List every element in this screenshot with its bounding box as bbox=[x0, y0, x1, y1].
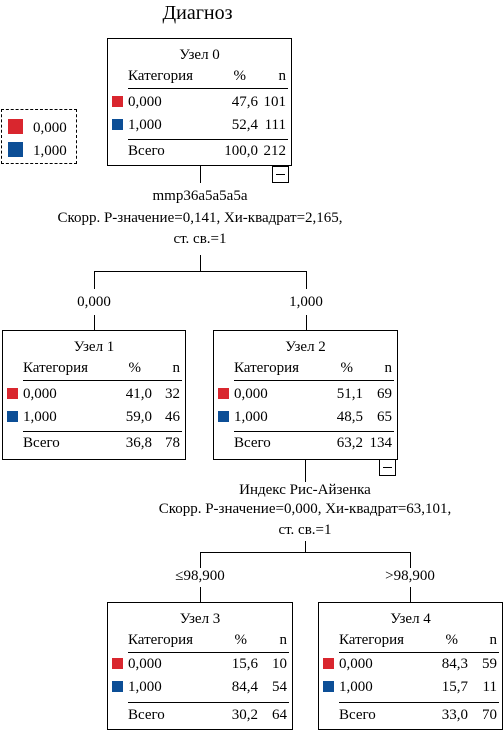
node-header-row bbox=[108, 66, 291, 86]
category-label: 0,000 bbox=[128, 94, 162, 110]
category-label: 0,000 bbox=[339, 656, 373, 672]
total-label: Всего bbox=[23, 435, 60, 451]
node-header-row bbox=[319, 630, 502, 650]
legend-label: 0,000 bbox=[33, 120, 67, 136]
header-category: Категория bbox=[128, 68, 193, 84]
connector-line bbox=[94, 271, 95, 289]
header-percent: % bbox=[340, 360, 353, 376]
header-rule bbox=[128, 88, 288, 89]
total-count: 70 bbox=[482, 707, 497, 723]
category-row bbox=[3, 407, 185, 427]
category-label: 0,000 bbox=[234, 386, 268, 402]
category-count: 32 bbox=[165, 386, 180, 402]
header-percent: % bbox=[234, 632, 247, 648]
connector-line bbox=[305, 460, 306, 482]
category-label: 0,000 bbox=[128, 656, 162, 672]
category-label: 1,000 bbox=[339, 679, 373, 695]
header-rule bbox=[128, 652, 289, 653]
total-rule bbox=[128, 139, 288, 140]
legend-swatch-blue bbox=[8, 142, 23, 157]
split-variable: Индекс Рис-Айзенка bbox=[239, 482, 371, 498]
category-swatch-red bbox=[112, 658, 123, 669]
category-count: 11 bbox=[482, 679, 497, 695]
node-title: Узел 3 bbox=[179, 611, 221, 627]
category-swatch-red bbox=[112, 96, 123, 107]
total-percent: 36,8 bbox=[125, 435, 152, 451]
category-swatch-blue bbox=[112, 681, 123, 692]
node-header-row bbox=[214, 358, 397, 378]
header-category: Категория bbox=[339, 632, 404, 648]
header-rule bbox=[234, 380, 394, 381]
connector-line bbox=[410, 587, 411, 602]
total-label: Всего bbox=[234, 435, 271, 451]
connector-line bbox=[306, 271, 307, 289]
connector-line bbox=[200, 552, 411, 553]
category-percent: 15,6 bbox=[231, 656, 258, 672]
connector-line bbox=[306, 315, 307, 330]
total-percent: 63,2 bbox=[336, 435, 363, 451]
total-row bbox=[3, 433, 185, 453]
category-count: 65 bbox=[377, 409, 392, 425]
header-n: n bbox=[278, 68, 286, 84]
category-row bbox=[108, 654, 292, 674]
category-percent: 59,0 bbox=[125, 409, 152, 425]
header-percent: % bbox=[233, 68, 246, 84]
total-label: Всего bbox=[339, 707, 376, 723]
node-title: Узел 1 bbox=[73, 339, 115, 355]
total-label: Всего bbox=[128, 143, 165, 159]
split-df: ст. св.=1 bbox=[173, 231, 227, 247]
category-row bbox=[319, 677, 502, 697]
total-count: 212 bbox=[263, 143, 286, 159]
category-label: 1,000 bbox=[128, 117, 162, 133]
total-row bbox=[108, 705, 292, 725]
node-header-row bbox=[108, 630, 292, 650]
category-percent: 41,0 bbox=[125, 386, 152, 402]
total-row bbox=[108, 141, 291, 161]
tree-title: Диагноз bbox=[162, 2, 233, 24]
connector-line bbox=[200, 255, 201, 272]
total-rule bbox=[339, 702, 499, 703]
total-count: 78 bbox=[165, 435, 180, 451]
total-row bbox=[319, 705, 502, 725]
category-row bbox=[214, 407, 397, 427]
category-swatch-blue bbox=[112, 119, 123, 130]
category-label: 1,000 bbox=[234, 409, 268, 425]
header-n: n bbox=[384, 360, 392, 376]
collapse-node-2-button[interactable] bbox=[379, 459, 396, 476]
legend-label: 1,000 bbox=[33, 143, 67, 159]
split-stats: Скорр. Р-значение=0,000, Хи-квадрат=63,101, bbox=[158, 501, 452, 517]
header-rule bbox=[23, 380, 182, 381]
total-percent: 33,0 bbox=[441, 707, 468, 723]
category-row bbox=[108, 92, 291, 112]
header-percent: % bbox=[128, 360, 141, 376]
collapse-node-0-button[interactable] bbox=[272, 166, 289, 183]
category-count: 54 bbox=[272, 679, 287, 695]
category-count: 101 bbox=[263, 94, 286, 110]
category-percent: 84,4 bbox=[231, 679, 258, 695]
legend-swatch-red bbox=[8, 119, 23, 134]
category-count: 69 bbox=[377, 386, 392, 402]
category-count: 10 bbox=[272, 656, 287, 672]
total-count: 134 bbox=[369, 435, 392, 451]
category-row bbox=[3, 384, 185, 404]
branch-label: 0,000 bbox=[77, 294, 111, 310]
total-percent: 30,2 bbox=[231, 707, 258, 723]
category-count: 46 bbox=[165, 409, 180, 425]
category-count: 111 bbox=[264, 117, 286, 133]
legend-item bbox=[8, 119, 67, 137]
category-label: 1,000 bbox=[128, 679, 162, 695]
branch-label: 1,000 bbox=[289, 294, 323, 310]
header-rule bbox=[339, 652, 499, 653]
category-percent: 52,4 bbox=[231, 117, 258, 133]
category-label: 0,000 bbox=[23, 386, 57, 402]
category-percent: 51,1 bbox=[336, 386, 363, 402]
split-variable: mmp36a5a5a5a bbox=[152, 188, 248, 204]
category-count: 59 bbox=[482, 656, 497, 672]
header-category: Категория bbox=[234, 360, 299, 376]
header-n: n bbox=[279, 632, 287, 648]
legend bbox=[1, 109, 77, 164]
tree-node-0[interactable] bbox=[107, 38, 292, 166]
total-percent: 100,0 bbox=[224, 143, 258, 159]
category-row bbox=[108, 677, 292, 697]
total-rule bbox=[128, 702, 289, 703]
category-percent: 47,6 bbox=[231, 94, 258, 110]
category-swatch-blue bbox=[218, 411, 229, 422]
header-category: Категория bbox=[23, 360, 88, 376]
category-row bbox=[214, 384, 397, 404]
node-header-row bbox=[3, 358, 185, 378]
split-stats: Скорр. Р-значение=0,141, Хи-квадрат=2,165, bbox=[57, 210, 343, 226]
category-swatch-blue bbox=[7, 411, 18, 422]
tree-node-1[interactable] bbox=[2, 330, 186, 460]
category-swatch-red bbox=[323, 658, 334, 669]
category-percent: 84,3 bbox=[441, 656, 468, 672]
connector-line bbox=[94, 315, 95, 330]
connector-line bbox=[200, 587, 201, 602]
split-df: ст. св.=1 bbox=[278, 522, 332, 538]
tree-node-2[interactable] bbox=[213, 330, 398, 460]
total-row bbox=[214, 433, 397, 453]
category-row bbox=[108, 115, 291, 135]
connector-line bbox=[200, 166, 201, 183]
category-swatch-red bbox=[218, 388, 229, 399]
branch-label: ≤98,900 bbox=[175, 568, 225, 584]
tree-node-4[interactable] bbox=[318, 602, 503, 730]
category-percent: 15,7 bbox=[441, 679, 468, 695]
connector-line bbox=[94, 271, 307, 272]
category-swatch-red bbox=[7, 388, 18, 399]
header-n: n bbox=[172, 360, 180, 376]
node-title: Узел 4 bbox=[390, 611, 431, 627]
category-percent: 48,5 bbox=[336, 409, 363, 425]
total-rule bbox=[23, 431, 182, 432]
category-label: 1,000 bbox=[23, 409, 57, 425]
branch-label: >98,900 bbox=[385, 568, 435, 584]
total-count: 64 bbox=[272, 707, 287, 723]
node-title: Узел 0 bbox=[179, 47, 220, 63]
header-percent: % bbox=[445, 632, 458, 648]
header-n: n bbox=[489, 632, 497, 648]
category-row bbox=[319, 654, 502, 674]
legend-item bbox=[8, 142, 67, 160]
total-label: Всего bbox=[128, 707, 165, 723]
node-title: Узел 2 bbox=[285, 339, 326, 355]
header-category: Категория bbox=[128, 632, 193, 648]
total-rule bbox=[234, 431, 394, 432]
category-swatch-blue bbox=[323, 681, 334, 692]
tree-node-3[interactable] bbox=[107, 602, 293, 730]
